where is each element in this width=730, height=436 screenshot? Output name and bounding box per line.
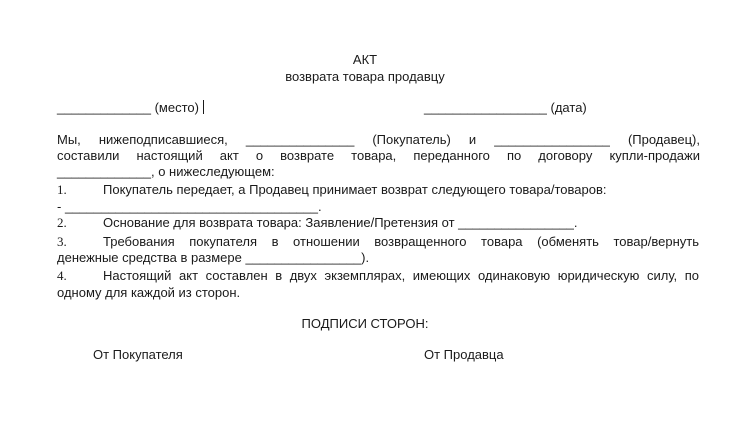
place-line: _____________ (место) — [57, 100, 199, 115]
word: Требования — [103, 234, 175, 249]
buyer-signature-label: От Покупателя — [93, 347, 183, 362]
item-number: 3. — [57, 234, 67, 249]
word: товара — [481, 234, 523, 249]
word: по — [506, 148, 522, 163]
date-field: _________________ (дата) — [424, 100, 587, 115]
word: силу, — [646, 268, 678, 283]
intro-line-3: _____________, о нижеследующем: — [57, 164, 275, 179]
item-text-line-1 — [103, 268, 699, 284]
word: акт — [179, 268, 199, 283]
item-number: 4. — [57, 268, 67, 283]
document-title: АКТ — [352, 52, 378, 67]
word: возвращенного — [374, 234, 467, 249]
word: экземплярах, — [324, 268, 406, 283]
word: составили — [57, 148, 120, 163]
word: договору — [538, 148, 593, 163]
item-text-line-1 — [103, 234, 699, 250]
word: в — [275, 268, 283, 283]
word: Мы, — [57, 132, 81, 147]
item-number: 2. — [57, 215, 67, 230]
text-cursor — [203, 100, 204, 114]
item-number: 1. — [57, 182, 67, 197]
word: переданного — [413, 148, 490, 163]
item-text-line-2: денежные средства в размере ________________). — [57, 250, 370, 265]
word: в — [271, 234, 279, 249]
word: настоящий — [136, 148, 203, 163]
word: юридическую — [557, 268, 640, 283]
intro-line-1 — [57, 132, 700, 148]
item-text-line-2: одному для каждой из сторон. — [57, 285, 241, 300]
word: имеющих — [412, 268, 471, 283]
signatures-heading: ПОДПИСИ СТОРОН: — [301, 316, 429, 331]
word: покупателя — [189, 234, 258, 249]
word: товар/вернуть — [613, 234, 699, 249]
word: о — [255, 148, 264, 163]
word: ________________ — [494, 132, 610, 147]
word: (Продавец), — [627, 132, 700, 147]
word: двух — [289, 268, 317, 283]
word: нижеподписавшиеся, — [98, 132, 228, 147]
word: _______________ — [245, 132, 355, 147]
word: товара, — [351, 148, 397, 163]
word: Настоящий — [103, 268, 172, 283]
item-text: Покупатель передает, а Продавец принимает возврат следующего товара/товаров: — [103, 182, 607, 197]
item-goods-line: - ___________________________________. — [57, 199, 322, 214]
word: акт — [219, 148, 239, 163]
word: одинаковую — [477, 268, 551, 283]
word: по — [684, 268, 699, 283]
word: отношении — [293, 234, 360, 249]
word: возврате — [280, 148, 335, 163]
document-subtitle: возврата товара продавцу — [285, 69, 445, 84]
word: (обменять — [537, 234, 599, 249]
word: купли-продажи — [609, 148, 700, 163]
seller-signature-label: От Продавца — [424, 347, 504, 362]
place-field — [57, 100, 204, 116]
word: и — [468, 132, 477, 147]
word: (Покупатель) — [372, 132, 451, 147]
item-text: Основание для возврата товара: Заявление/Претензия от ________________. — [103, 215, 578, 230]
intro-line-2 — [57, 148, 700, 164]
word: составлен — [205, 268, 268, 283]
